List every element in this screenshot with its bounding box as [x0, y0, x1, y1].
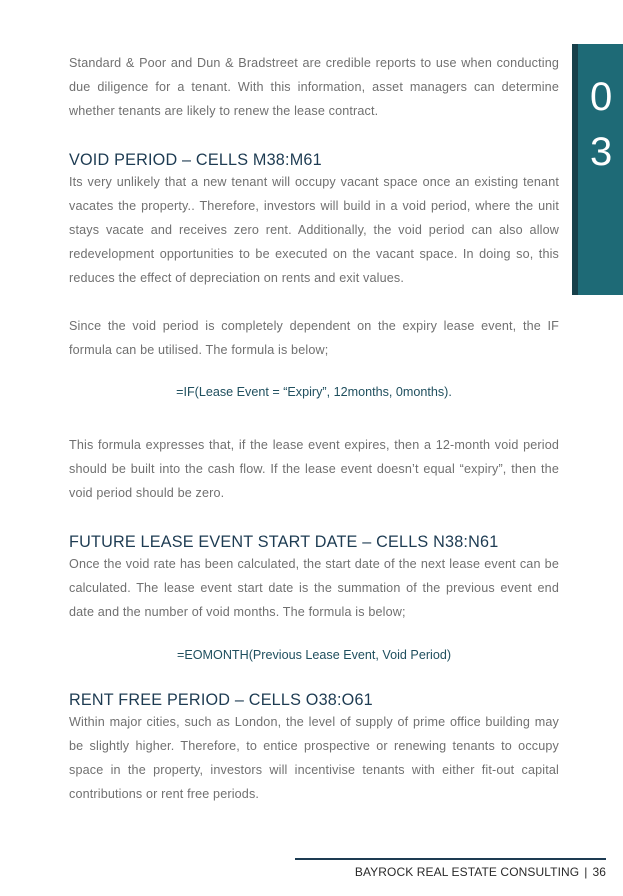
- eomonth-formula: =EOMONTH(Previous Lease Event, Void Period): [176, 648, 452, 662]
- chapter-number-digit-1: 0: [590, 75, 613, 119]
- void-explain-paragraph: This formula expresses that, if the lease event expires, then a 12-month void period should be built into the cash flow. If the lease event doesn’t equal “expiry”, then the void period should be zero.: [69, 438, 559, 500]
- rent-free-paragraph: Within major cities, such as London, the level of supply of prime office building may be slightly higher. Therefore, to entice prospective or renewing tenants to occupy space in the property, investors will incentivise tenants with either fit-out capital contributions or rent free periods.: [69, 715, 559, 801]
- footer-company: BAYROCK REAL ESTATE CONSULTING: [354, 865, 580, 879]
- future-lease-heading: FUTURE LEASE EVENT START DATE – CELLS N38:N61: [69, 533, 499, 551]
- footer-separator: |: [584, 865, 588, 879]
- void-period-paragraph: Its very unlikely that a new tenant will occupy vacant space once an existing tenant vacates the property.. Therefore, investors will build in a void period, where the unit stays vacate and receives zero rent. Additionally, the void period can also allow redevelopment opportunities to be executed on the vacant space. In doing so, this reduces the effect of depreciation on rents and exit values.: [69, 175, 559, 285]
- page-number: 36: [592, 865, 606, 879]
- future-lease-paragraph: Once the void rate has been calculated, the start date of the next lease event can be calculated. The lease event start date is the summation of the previous event end date and the number of void months. The formula is below;: [69, 557, 559, 619]
- page-footer: [355, 865, 606, 879]
- intro-paragraph: Standard & Poor and Dun & Bradstreet are credible reports to use when conducting due diligence for a tenant. With this information, asset managers can determine whether tenants are likely to renew the lease contract.: [69, 56, 559, 118]
- void-formula: =IF(Lease Event = “Expiry”, 12months, 0months).: [176, 385, 452, 399]
- footer-divider: [295, 858, 606, 860]
- void-if-paragraph: Since the void period is completely dependent on the expiry lease event, the IF formula can be utilised. The formula is below;: [69, 319, 559, 357]
- rent-free-heading: RENT FREE PERIOD – CELLS O38:O61: [69, 691, 373, 709]
- chapter-number-digit-2: 3: [590, 130, 613, 174]
- chapter-tab-accent-bar: [572, 44, 578, 295]
- void-period-heading: VOID PERIOD – CELLS M38:M61: [69, 151, 322, 169]
- page-content: [69, 51, 559, 806]
